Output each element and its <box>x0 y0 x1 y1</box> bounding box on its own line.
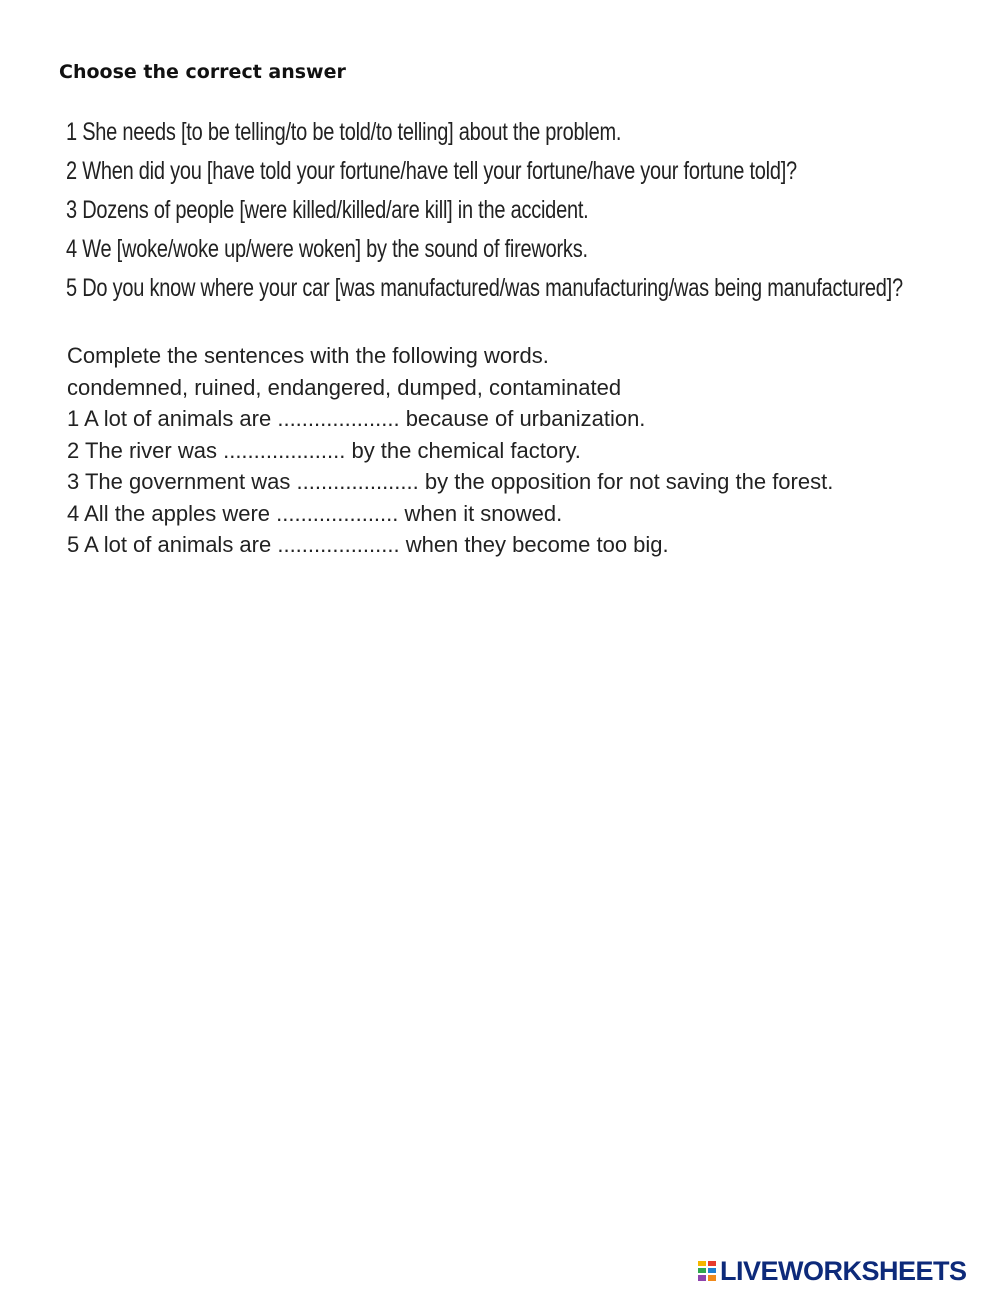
gap-fill-section <box>67 340 987 561</box>
question-5: 5 Do you know where your car [was manufactured/was manufacturing/was being manufactured]? <box>66 274 903 302</box>
liveworksheets-logo-icon <box>697 1260 717 1282</box>
logo-block <box>707 1267 717 1274</box>
multiple-choice-list <box>66 113 986 308</box>
logo-block <box>707 1260 717 1267</box>
logo-block <box>697 1267 707 1274</box>
gap-sentence-5: 5 A lot of animals are .................... when they become too big. <box>67 532 669 557</box>
logo-block <box>707 1274 717 1282</box>
gap-sentence-1: 1 A lot of animals are .................... because of urbanization. <box>67 406 646 431</box>
gap-sentence-3: 3 The government was .................... by the opposition for not saving the forest. <box>67 469 834 494</box>
liveworksheets-brand-text: LIVEWORKSHEETS <box>720 1255 967 1286</box>
question-1: 1 She needs [to be telling/to be told/to telling] about the problem. <box>66 118 622 146</box>
gap-fill-instruction: Complete the sentences with the following words. <box>67 343 549 368</box>
liveworksheets-logo <box>697 1256 967 1286</box>
logo-block <box>697 1274 707 1282</box>
gap-sentence-4: 4 All the apples were .................... when it snowed. <box>67 500 563 526</box>
gap-sentence-2: 2 The river was .................... by the chemical factory. <box>67 437 581 463</box>
word-bank: condemned, ruined, endangered, dumped, contaminated <box>67 374 622 400</box>
question-4: 4 We [woke/woke up/were woken] by the sound of fireworks. <box>66 235 588 263</box>
exercise-heading: Choose the correct answer <box>59 61 346 83</box>
question-3: 3 Dozens of people [were killed/killed/are kill] in the accident. <box>66 196 589 224</box>
logo-block <box>697 1260 707 1267</box>
question-2: 2 When did you [have told your fortune/have tell your fortune/have your fortune told]? <box>66 157 797 185</box>
